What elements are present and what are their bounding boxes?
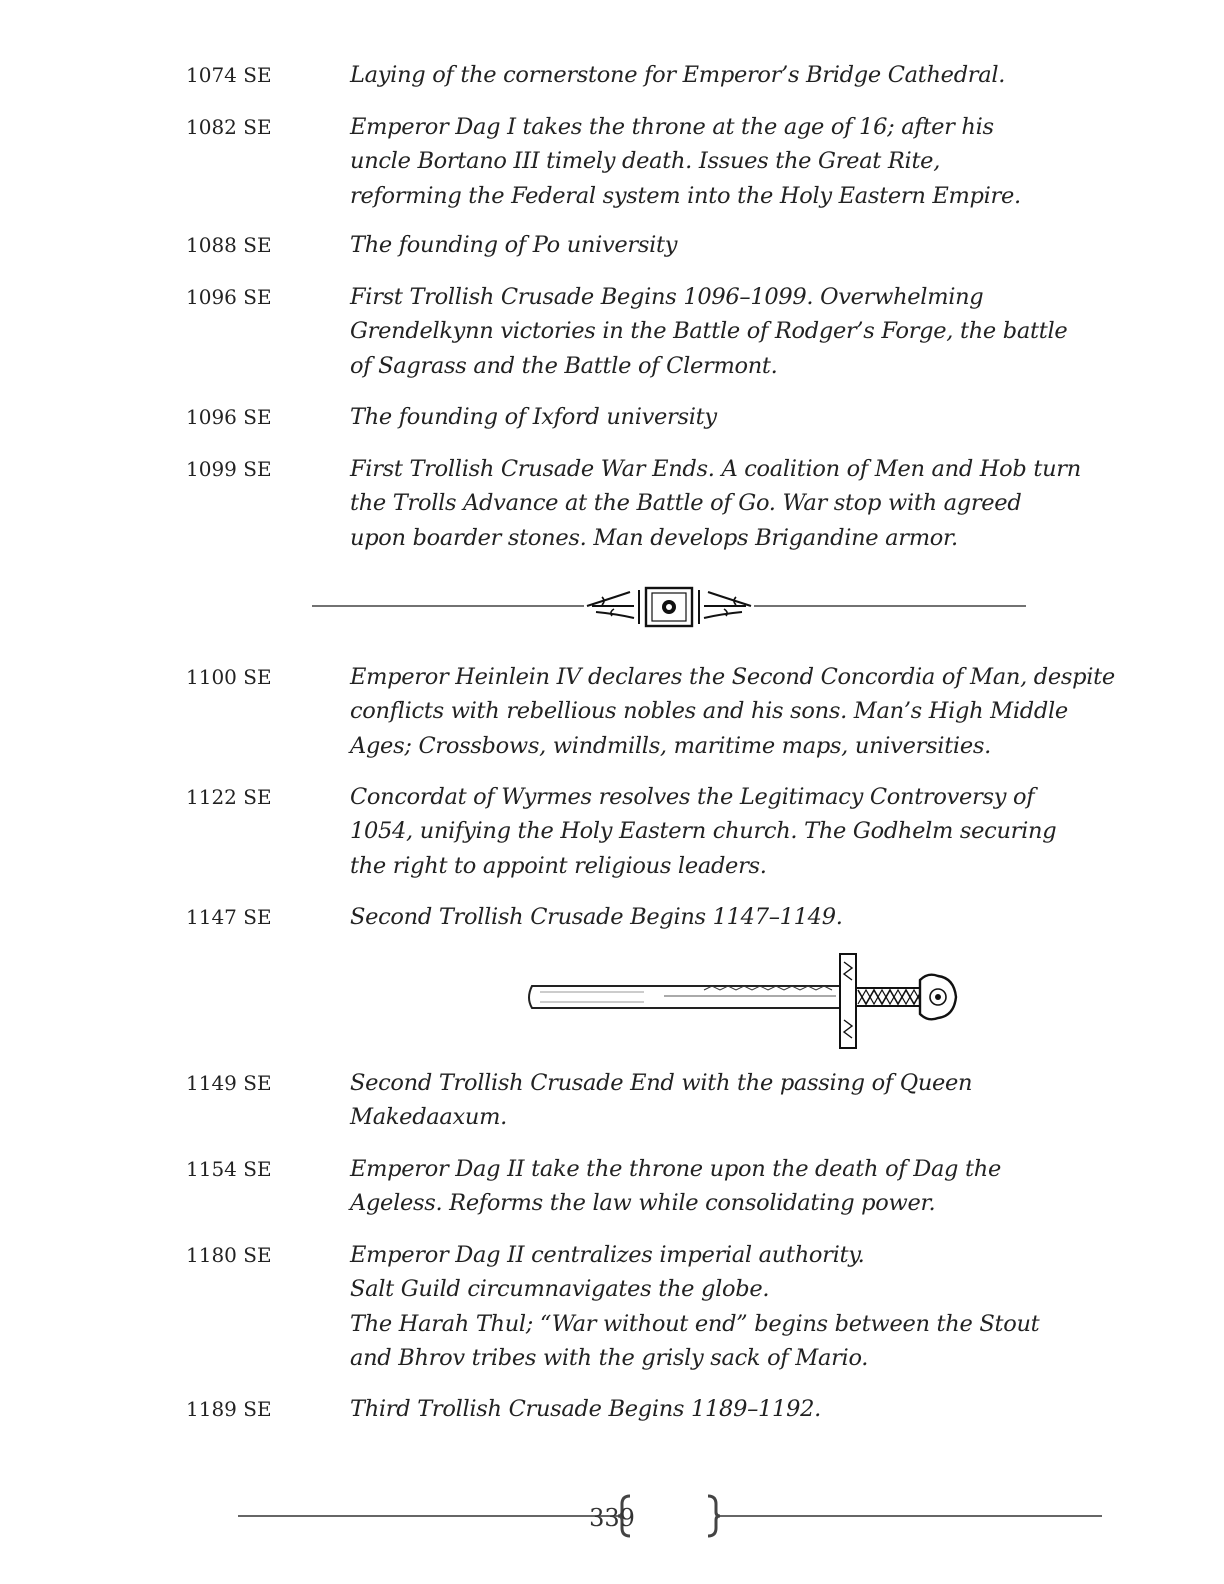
entry-line: conflicts with rebellious nobles and his sons. Man’s High Middle (350, 698, 1068, 725)
sword-illustration-icon (524, 950, 960, 1052)
entry-year: 1149 SE (186, 1071, 272, 1095)
entry-line: Ageless. Reforms the law while consolidating power. (350, 1190, 936, 1217)
entry-year: 1100 SE (186, 665, 272, 689)
entry-line: Makedaaxum. (350, 1104, 508, 1131)
entry-year: 1180 SE (186, 1243, 272, 1267)
entry-line: The Harah Thul; “War without end” begins between the Stout (350, 1310, 1040, 1337)
entry-year: 1154 SE (186, 1157, 272, 1181)
entry-description (350, 900, 1150, 934)
entry-line: Second Trollish Crusade Begins 1147–1149. (350, 904, 843, 930)
entry-line: Laying of the cornerstone for Emperor’s Bridge Cathedral. (350, 62, 1006, 88)
entry-line: and Bhrov tribes with the grisly sack of Mario. (350, 1344, 869, 1371)
entry-year: 1099 SE (186, 457, 272, 481)
entry-line: First Trollish Crusade War Ends. A coalition of Men and Hob turn (350, 456, 1081, 482)
entry-line: the right to appoint religious leaders. (350, 852, 767, 879)
entry-description (350, 228, 1150, 262)
entry-description (350, 660, 1150, 763)
entry-line: Emperor Dag II take the throne upon the death of Dag the (350, 1156, 1001, 1182)
entry-year: 1122 SE (186, 785, 272, 809)
entry-year: 1189 SE (186, 1397, 272, 1421)
entry-line: Concordat of Wyrmes resolves the Legitimacy Controversy of (350, 784, 1035, 810)
entry-line: Second Trollish Crusade End with the passing of Queen (350, 1070, 973, 1096)
entry-description (350, 58, 1150, 92)
entry-year: 1074 SE (186, 63, 272, 87)
entry-line: Emperor Dag I takes the throne at the age of 16; after his (350, 114, 994, 140)
entry-line: Salt Guild circumnavigates the globe. (350, 1276, 770, 1303)
entry-description (350, 280, 1150, 383)
entry-year: 1147 SE (186, 905, 272, 929)
entry-line: uncle Bortano III timely death. Issues the Great Rite, (350, 148, 941, 175)
entry-description (350, 1238, 1150, 1375)
entry-description (350, 1066, 1150, 1135)
entry-description (350, 400, 1150, 434)
entry-line: of Sagrass and the Battle of Clermont. (350, 352, 778, 379)
entry-line: reforming the Federal system into the Holy Eastern Empire. (350, 182, 1021, 209)
entry-description (350, 780, 1150, 883)
entry-year: 1096 SE (186, 285, 272, 309)
entry-description (350, 110, 1150, 213)
entry-line: the Trolls Advance at the Battle of Go. War stop with agreed (350, 490, 1022, 517)
ornate-scroll-divider-icon (312, 584, 1026, 630)
entry-year: 1096 SE (186, 405, 272, 429)
entry-line: The founding of Ixford university (350, 404, 717, 430)
footer-rule (238, 1494, 1102, 1540)
entry-line: Ages; Crossbows, windmills, maritime maps, universities. (350, 732, 991, 759)
entry-line: Emperor Dag II centralizes imperial authority. (350, 1242, 865, 1268)
entry-line: First Trollish Crusade Begins 1096–1099. Overwhelming (350, 284, 984, 310)
entry-line: upon boarder stones. Man develops Brigandine armor. (350, 524, 958, 551)
entry-description (350, 452, 1150, 555)
entry-description (350, 1392, 1150, 1426)
page-number: 339 (589, 1504, 635, 1532)
entry-line: 1054, unifying the Holy Eastern church. The Godhelm securing (350, 818, 1057, 845)
entry-description (350, 1152, 1150, 1221)
entry-line: The founding of Po university (350, 232, 678, 258)
entry-line: Grendelkynn victories in the Battle of Rodger’s Forge, the battle (350, 318, 1068, 345)
entry-line: Third Trollish Crusade Begins 1189–1192. (350, 1396, 821, 1422)
entry-year: 1088 SE (186, 233, 272, 257)
entry-year: 1082 SE (186, 115, 272, 139)
entry-line: Emperor Heinlein IV declares the Second Concordia of Man, despite (350, 664, 1115, 690)
